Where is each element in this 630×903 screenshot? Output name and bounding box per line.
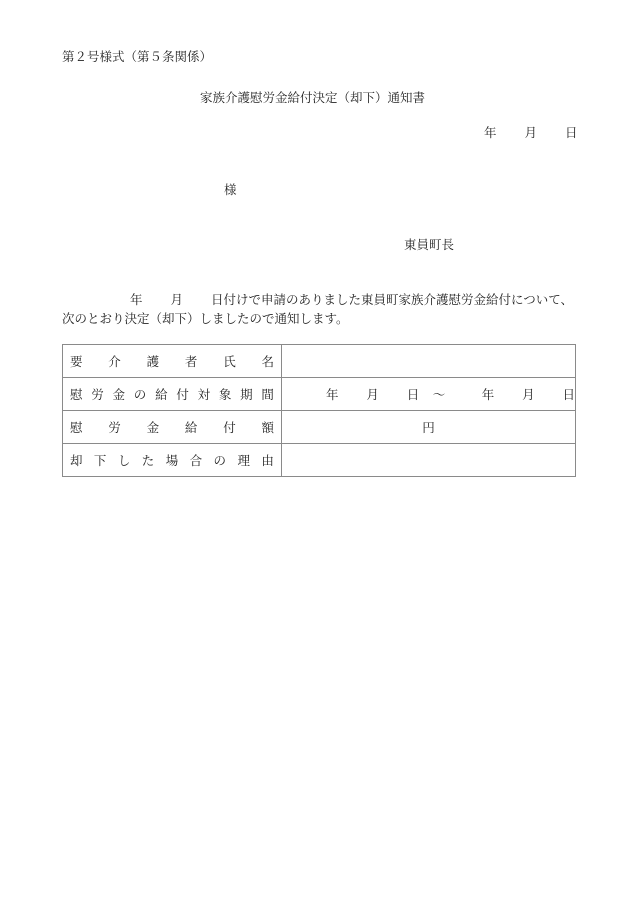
- table-row-benefit-period: [63, 378, 576, 411]
- period-separator: ～: [432, 387, 446, 402]
- period-from-day: 日: [406, 387, 420, 402]
- period-from-year: 年: [326, 387, 339, 402]
- body-month: 月: [170, 292, 184, 307]
- notice-body: [62, 290, 577, 328]
- period-to-day: 日: [562, 387, 575, 402]
- label-rejection-reason: 却 下 し た 場 合 の 理 由: [63, 444, 282, 477]
- date-year: 年: [484, 125, 497, 140]
- value-recipient-name[interactable]: [282, 345, 576, 378]
- body-text: 日付けで申請のありました東員町家族介護慰労金給付について、次のとおり決定（却下）しましたので通知します。: [62, 292, 574, 326]
- label-recipient-name: 要 介 護 者 氏 名: [63, 345, 282, 378]
- period-to-year: 年: [481, 387, 495, 402]
- body-year: 年: [130, 292, 143, 307]
- value-benefit-amount[interactable]: [282, 411, 576, 444]
- value-benefit-period[interactable]: [282, 378, 576, 411]
- label-benefit-period: 慰 労 金 の 給 付 対 象 期 間: [63, 378, 282, 411]
- table-row-rejection-reason: [63, 444, 576, 477]
- date-day: 日: [565, 125, 578, 140]
- table-row-benefit-amount: [63, 411, 576, 444]
- form-number: 第２号様式（第５条関係）: [62, 49, 213, 64]
- document-title: 家族介護慰労金給付決定（却下）通知書: [200, 90, 426, 105]
- issue-date: [484, 123, 578, 141]
- period-to-month: 月: [522, 387, 535, 402]
- value-rejection-reason[interactable]: [282, 444, 576, 477]
- decision-table: [62, 344, 576, 477]
- addressee-suffix: 様: [224, 182, 237, 197]
- period-from-month: 月: [366, 387, 379, 402]
- amount-unit: 円: [422, 420, 435, 435]
- issuer-name: 東員町長: [404, 237, 455, 252]
- date-month: 月: [524, 125, 538, 140]
- label-benefit-amount: 慰 労 金 給 付 額: [63, 411, 282, 444]
- table-row-recipient-name: [63, 345, 576, 378]
